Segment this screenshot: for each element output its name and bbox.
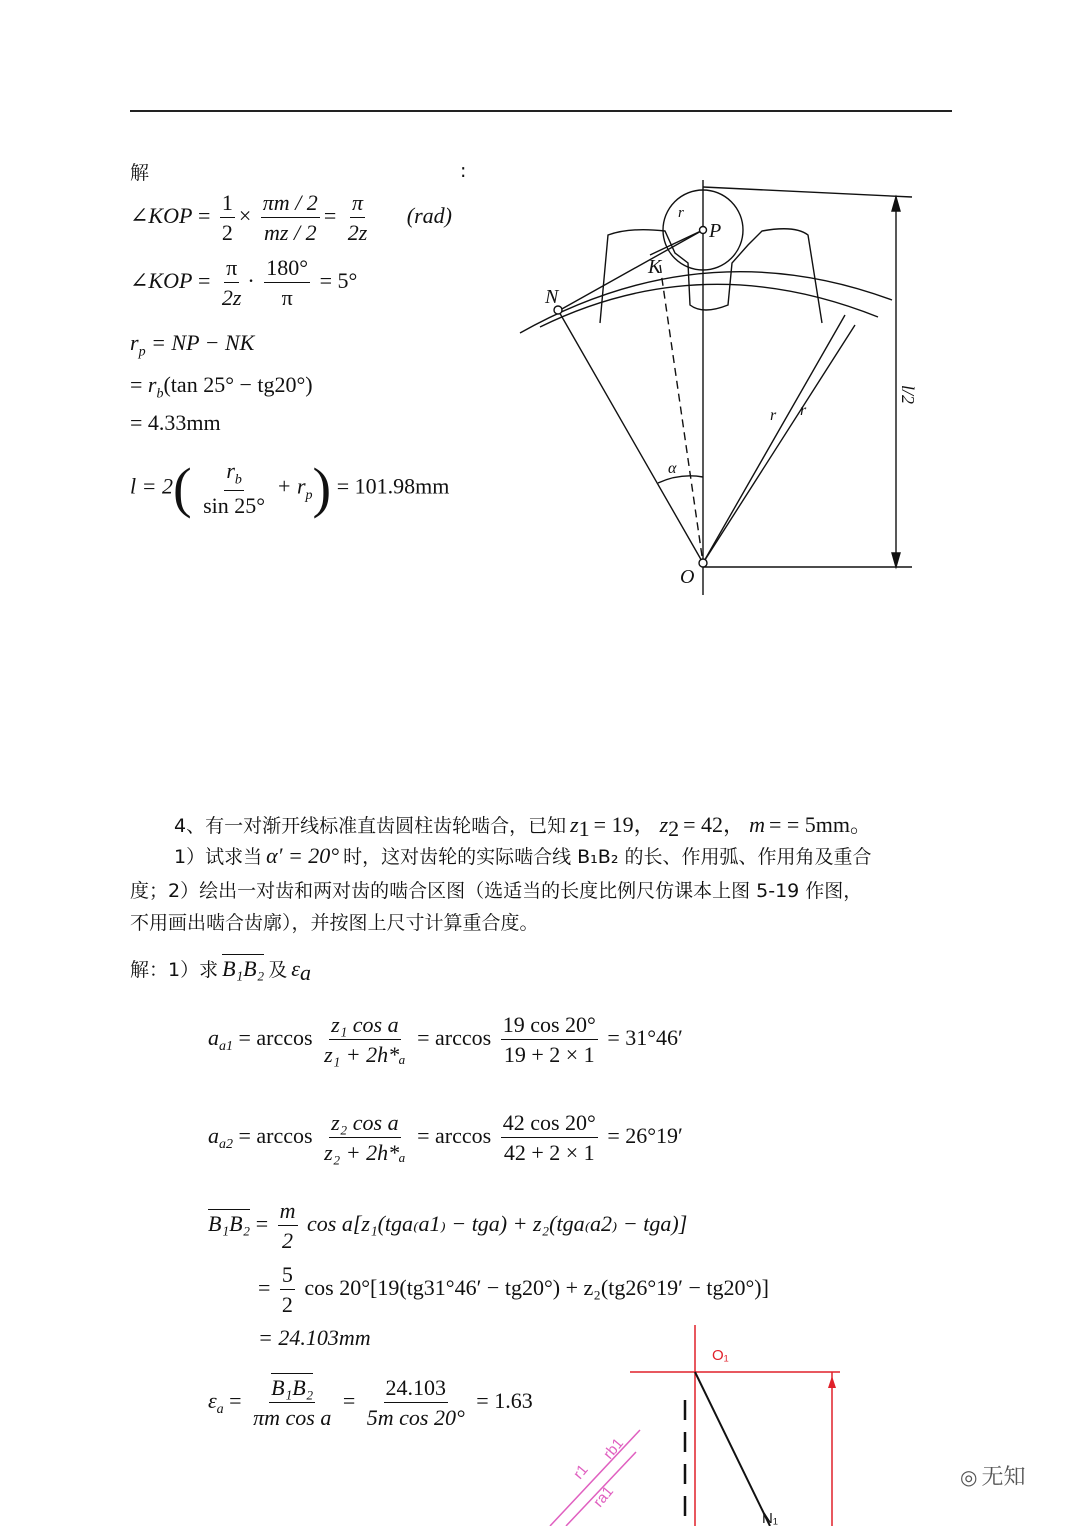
label-n1: N₁	[762, 1510, 778, 1526]
kop-label: ∠KOP	[130, 202, 193, 228]
problem4-line3: 度；2）绘出一对齿和两对齿的啮合区图（选适当的长度比例尺仿课本上图 5-19 作图，	[130, 880, 863, 902]
unit-rad: (rad)	[406, 202, 453, 228]
kop-formula-2: ∠KOP = $\frac{\pi}{2z}$ · $\frac{180^\circ}{\pi}$ = 5°	[130, 255, 358, 311]
line-r	[703, 315, 845, 563]
problem4-line4: 不用画出啮合齿廓），并按图上尺寸计算重合度。	[130, 912, 539, 934]
solution4-header: 解：1）求 B₁B₂ 及 $\varepsilon_a$	[130, 956, 311, 986]
rp-formula: $r_p$ = NP − NK	[130, 330, 255, 360]
label-k: K	[648, 256, 662, 278]
problem4-line1: 4、有一对渐开线标准直齿圆柱齿轮啮合，已知 $z_1 = 19$， $z_2 = 42$， m = = 5mm。	[174, 812, 872, 842]
label-r: r	[770, 407, 777, 424]
fraction: $\frac{180^\circ}{\pi}$	[266, 255, 309, 311]
epsilon-formula: $\varepsilon_a$ = $\frac{\text{B₁B₂}}{\text{πm cos a}}$ = $\frac{24.103}{\text{5m cos 20°}}$ = 1.63	[208, 1375, 533, 1431]
fraction: $\frac{m}{2}$	[279, 1198, 296, 1254]
label-o: O	[680, 566, 695, 588]
line-rb	[703, 325, 855, 563]
fraction: $\frac{5}{2}$	[281, 1262, 293, 1318]
header-rule	[130, 110, 952, 112]
label-o1: O₁	[712, 1347, 729, 1364]
label-p: P	[709, 220, 722, 242]
rp-value: = 4.33mm	[130, 410, 221, 435]
kop-result: = 5°	[319, 267, 358, 293]
l-formula: l = 2( $\frac{r_b}{\sin 25^\circ}$ + $r_p) = 101.98mm$	[130, 457, 450, 520]
base-arc	[540, 284, 878, 327]
meshing-diagram	[540, 1320, 860, 1526]
fraction: $\frac{\text{z₁ cos a}}{\text{z₁ + 2h*ₐ}}$	[324, 1012, 406, 1068]
fraction: $\frac{\pi}{2z}$	[347, 190, 368, 246]
l-result: = 101.98mm	[336, 473, 450, 499]
line-n-o	[558, 310, 703, 563]
label-half-l: l/2	[898, 385, 918, 405]
b1b2-formula: B₁B₂ = $\frac{m}{2}$ cos a[z₁(tga₍a1₎ − tga) + z₂(tga₍a2₎ − tga)]	[208, 1198, 688, 1254]
fraction: $\frac{42 \cos 20^\circ}{42 + 2 \times 1}$	[502, 1110, 596, 1166]
kop-formula-1: ∠KOP = $\frac{1}{2}$ × $\frac{\pi m / 2}{mz / 2}$ = $\frac{\pi}{2z}$ (rad)	[130, 190, 453, 246]
fraction: $\frac{\text{z₂ cos a}}{\text{z₂ + 2h*ₐ}}$	[324, 1110, 406, 1166]
fraction: $\frac{19 \cos 20^\circ}{19 + 2 \times 1}$	[502, 1012, 596, 1068]
label-alpha: α	[668, 460, 677, 477]
dim-top-line	[703, 187, 912, 197]
line-k-p	[650, 230, 703, 255]
rb-line: = $r_b(\tan$ 25° − tg20°)	[130, 372, 313, 402]
wechat-icon: ◎	[960, 1465, 978, 1489]
gear-teeth	[600, 229, 822, 323]
label-rp: r	[678, 205, 684, 221]
fraction: $\frac{\text{B₁B₂}}{\text{πm cos a}}$	[253, 1375, 332, 1431]
arrow-up	[892, 197, 900, 211]
label-ra1: ra1	[590, 1483, 618, 1511]
alpha-arc	[658, 476, 703, 483]
line-o1-n1	[695, 1372, 770, 1526]
watermark: ◎ 无知	[960, 1465, 1026, 1490]
gear-diagram	[500, 175, 930, 605]
solution-colon: :	[460, 160, 467, 182]
label-rb: r	[800, 402, 807, 419]
point-p	[700, 227, 707, 234]
fraction: $\frac{\pi}{2z}$	[221, 255, 242, 311]
line-n-p	[560, 230, 703, 310]
fraction: $\frac{1}{2}$	[221, 190, 233, 246]
aa2-formula: $a_{a2} = \arccos$ $\frac{\text{z₂ cos a}}{\text{z₂ + 2h*ₐ}}$ = arccos $\frac{42 \cos 20^\circ}{42 + 2 \times 1}$ = 26°19′	[208, 1110, 683, 1166]
kop-label: ∠KOP	[130, 267, 193, 293]
label-n: N	[545, 286, 559, 308]
label-r1: r1	[570, 1461, 592, 1483]
label-rb1: rb1	[600, 1435, 628, 1463]
point-o	[699, 559, 707, 567]
arrow-up-red	[828, 1376, 836, 1388]
solution-label: 解	[130, 162, 150, 184]
fraction: $\frac{r_b}{\sin 25^\circ}$	[203, 458, 266, 519]
b1b2-numeric: = $\frac{5}{2}$ cos 20°[19(tg31°46′ − tg20°) + z₂(tg26°19′ − tg20°)]	[258, 1262, 769, 1318]
problem4-line2: 1）试求当 α′ = 20° 时，这对齿轮的实际啮合线 B₁B₂ 的长、作用弧、作用角及重合	[174, 843, 872, 868]
fraction: $\frac{24.103}{\text{5m cos 20°}}$	[366, 1375, 465, 1431]
dim-r1	[550, 1430, 640, 1526]
line-k-o	[660, 265, 703, 563]
fraction: $\frac{\pi m / 2}{mz / 2}$	[262, 190, 318, 246]
arrow-down	[892, 553, 900, 567]
aa1-formula: $a_{a1} = \arccos$ $\frac{\text{z₁ cos a}}{\text{z₁ + 2h*ₐ}}$ = arccos $\frac{19 \cos 20^\circ}{19 + 2 \times 1}$ = 31°46′	[208, 1012, 683, 1068]
b1b2-value: = 24.103mm	[258, 1325, 371, 1350]
